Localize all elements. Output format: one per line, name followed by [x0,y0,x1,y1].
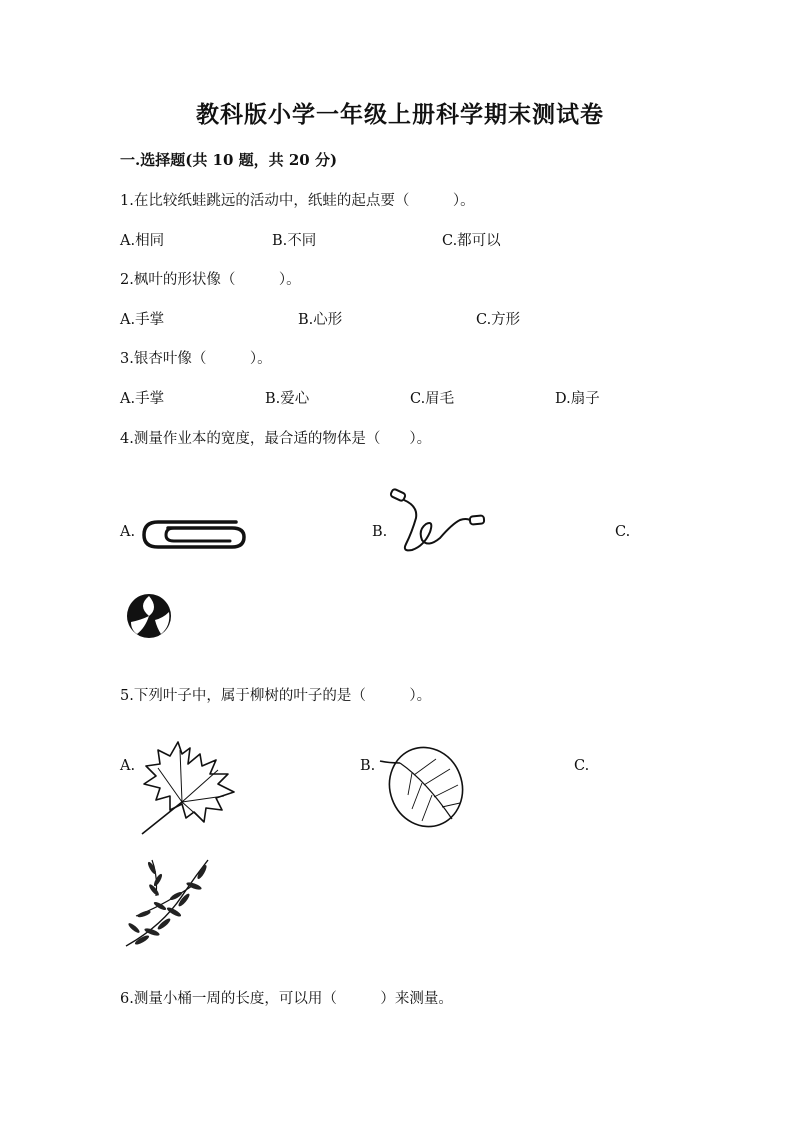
jump-rope-icon [388,488,488,556]
page-title: 教科版小学一年级上册科学期末测试卷 [196,101,604,128]
q5-option-a[interactable]: A. [120,758,136,774]
maple-leaf-icon [138,740,238,838]
question-4: 4.测量作业本的宽度，最合适的物体是（ ）。 [120,431,432,447]
round-leaf-icon [378,745,468,831]
q2-option-c[interactable]: C.方形 [476,312,521,328]
q3-option-a[interactable]: A.手掌 [120,391,165,407]
willow-leaf-icon [122,856,214,950]
q5-option-c[interactable]: C. [574,758,590,774]
paperclip-icon [140,516,248,554]
q5-option-b[interactable]: B. [360,758,376,774]
q1-option-b[interactable]: B.不同 [272,233,317,249]
q3-option-b[interactable]: B.爱心 [265,391,310,407]
question-6: 6.测量小桶一周的长度，可以用（ ）来测量。 [120,991,453,1007]
q3-option-c[interactable]: C.眉毛 [410,391,455,407]
q4-option-c[interactable]: C. [615,524,631,540]
q4-option-a[interactable]: A. [120,524,136,540]
q1-option-a[interactable]: A.相同 [120,233,165,249]
volleyball-icon [125,592,173,640]
q1-option-c[interactable]: C.都可以 [442,233,501,249]
question-2: 2.枫叶的形状像（ ）。 [120,272,301,288]
question-1: 1.在比较纸蛙跳远的活动中，纸蛙的起点要（ ）。 [120,193,475,209]
q2-option-b[interactable]: B.心形 [298,312,343,328]
question-3: 3.银杏叶像（ ）。 [120,351,272,367]
q4-option-b[interactable]: B. [372,524,388,540]
q3-option-d[interactable]: D.扇子 [555,391,600,407]
section-heading: 一.选择题(共 10 题，共 20 分) [120,151,338,169]
q2-option-a[interactable]: A.手掌 [120,312,165,328]
question-5: 5.下列叶子中，属于柳树的叶子的是（ ）。 [120,688,432,704]
